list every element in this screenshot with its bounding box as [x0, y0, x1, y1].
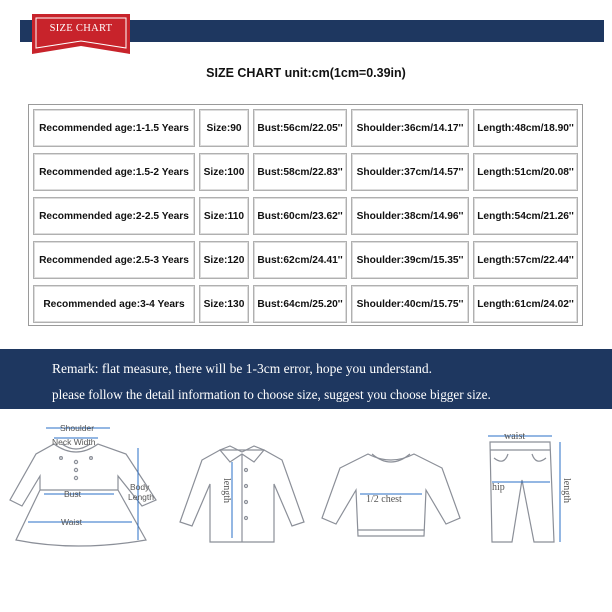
- ribbon-label: SIZE CHART: [49, 23, 113, 34]
- cell-bust: Bust:58cm/22.83'': [253, 153, 347, 191]
- label-pants-length: length: [561, 478, 572, 503]
- cell-size: Size:90: [199, 109, 249, 147]
- label-pants-hip: hip: [492, 482, 505, 493]
- shirt-illustration: [172, 414, 312, 554]
- label-half-chest: 1/2 chest: [366, 494, 402, 505]
- remark-line-1: Remark: flat measure, there will be 1-3cm error, hope you understand.: [52, 361, 432, 376]
- cell-length: Length:57cm/22.44'': [473, 241, 578, 279]
- cell-length: Length:61cm/24.02'': [473, 285, 578, 323]
- cell-shoulder: Shoulder:40cm/15.75'': [351, 285, 469, 323]
- label-pants-waist: waist: [504, 431, 526, 442]
- cell-bust: Bust:64cm/25.20'': [253, 285, 347, 323]
- sweater-illustration: [318, 414, 464, 554]
- remark-line-2: please follow the detail information to choose size, suggest you choose bigger size.: [52, 387, 491, 402]
- cell-length: Length:54cm/21.26'': [473, 197, 578, 235]
- label-length: Length: [128, 492, 154, 502]
- cell-bust: Bust:60cm/23.62'': [253, 197, 347, 235]
- cell-age: Recommended age:1.5-2 Years: [33, 153, 195, 191]
- pants-illustration: [474, 414, 606, 554]
- size-table: [28, 104, 583, 326]
- cell-bust: Bust:62cm/24.41'': [253, 241, 347, 279]
- cell-size: Size:130: [199, 285, 249, 323]
- label-bust: Bust: [64, 489, 82, 499]
- cell-shoulder: Shoulder:39cm/15.35'': [351, 241, 469, 279]
- size-chart-ribbon: [32, 14, 130, 54]
- label-shirt-length: length: [221, 478, 232, 503]
- cell-shoulder: Shoulder:36cm/14.17'': [351, 109, 469, 147]
- cell-length: Length:51cm/20.08'': [473, 153, 578, 191]
- cell-size: Size:110: [199, 197, 249, 235]
- label-shoulder: Shoulder: [60, 423, 95, 433]
- chart-title: SIZE CHART unit:cm(1cm=0.39in): [206, 66, 406, 80]
- cell-size: Size:120: [199, 241, 249, 279]
- cell-age: Recommended age:2.5-3 Years: [33, 241, 195, 279]
- label-neck-width: Neck Width: [52, 437, 96, 447]
- cell-shoulder: Shoulder:38cm/14.96'': [351, 197, 469, 235]
- cell-age: Recommended age:2-2.5 Years: [33, 197, 195, 235]
- label-body: Body: [130, 482, 150, 492]
- cell-age: Recommended age:1-1.5 Years: [33, 109, 195, 147]
- dress-illustration: [6, 414, 166, 554]
- label-waist: Waist: [61, 517, 82, 527]
- cell-length: Length:48cm/18.90'': [473, 109, 578, 147]
- cell-age: Recommended age:3-4 Years: [33, 285, 195, 323]
- cell-shoulder: Shoulder:37cm/14.57'': [351, 153, 469, 191]
- remark-band: [0, 349, 612, 409]
- cell-bust: Bust:56cm/22.05'': [253, 109, 347, 147]
- cell-size: Size:100: [199, 153, 249, 191]
